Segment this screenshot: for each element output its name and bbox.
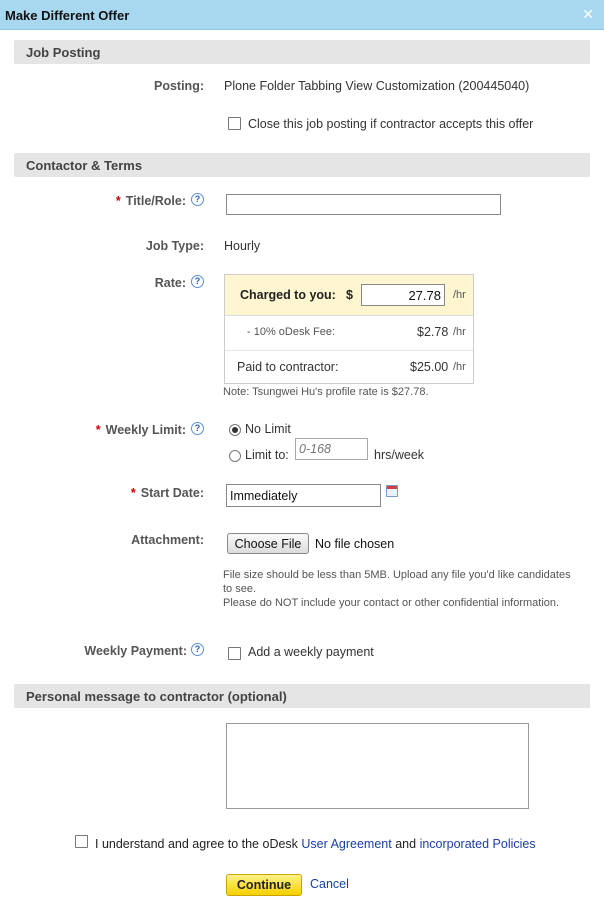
start-date-label-text: Start Date: (140, 486, 204, 500)
start-date-input[interactable] (226, 484, 381, 507)
required-marker: * (130, 486, 136, 500)
hours-unit: hrs/week (374, 448, 425, 462)
dialog-title: Make Different Offer (5, 8, 130, 23)
section-title: Job Posting (26, 45, 101, 60)
rate-box (224, 274, 474, 384)
close-icon[interactable]: ✕ (582, 6, 594, 22)
rate-paid-row (225, 351, 473, 383)
user-agreement-link[interactable]: User Agreement (301, 837, 392, 851)
file-status: No file chosen (315, 537, 395, 551)
weekly-limit-label-text: Weekly Limit: (105, 423, 186, 437)
agreement-prefix: I understand and agree to the oDesk (95, 837, 298, 851)
weekly-limit-label (70, 423, 186, 437)
title-role-label-text: Title/Role: (125, 194, 186, 208)
start-date-label (100, 486, 204, 500)
attachment-hint-size: File size should be less than 5MB. Upload any file you'd like candidates to see. (223, 569, 571, 595)
weekly-payment-checkbox-label: Add a weekly payment (248, 645, 374, 659)
posting-label: Posting: (154, 79, 204, 93)
fee-unit: /hr (453, 326, 466, 338)
paid-label: Paid to contractor: (237, 360, 339, 374)
section-contractor-terms (14, 153, 590, 177)
rate-charged-row (225, 275, 473, 316)
job-type-value: Hourly (224, 239, 261, 253)
attachment-hint-confidential: Please do NOT include your contact or other confidential information. (223, 597, 560, 609)
help-icon[interactable]: ? (191, 193, 204, 206)
weekly-payment-label: Weekly Payment: (84, 644, 187, 658)
section-job-posting (14, 40, 590, 64)
paid-value: $25.00 (410, 360, 449, 374)
rate-fee-row (225, 316, 473, 351)
posting-value: Plone Folder Tabbing View Customization (200445040) (224, 79, 530, 93)
radio-limit-to[interactable] (229, 450, 241, 462)
charged-rate-input[interactable] (361, 284, 445, 306)
dialog-titlebar (0, 0, 604, 30)
currency-symbol: $ (346, 288, 353, 302)
section-personal-message (14, 684, 590, 708)
required-marker: * (115, 194, 121, 208)
charged-unit: /hr (453, 289, 466, 301)
rate-label: Rate: (154, 276, 186, 290)
cancel-link[interactable]: Cancel (310, 877, 349, 891)
help-icon[interactable]: ? (191, 422, 204, 435)
agreement-middle: and (395, 837, 417, 851)
no-limit-label: No Limit (245, 422, 291, 436)
required-marker: * (95, 423, 101, 437)
choose-file-button[interactable]: Choose File (227, 533, 309, 554)
charged-label: Charged to you: (240, 288, 336, 302)
limit-to-label: Limit to: (245, 448, 289, 462)
paid-unit: /hr (453, 361, 466, 373)
fee-label: - 10% oDesk Fee: (247, 326, 336, 338)
personal-message-textarea[interactable] (226, 723, 529, 809)
close-posting-checkbox[interactable] (228, 117, 241, 130)
section-title: Contactor & Terms (26, 158, 143, 173)
weekly-limit-hours-input[interactable] (295, 438, 368, 460)
agreement-checkbox[interactable] (75, 835, 88, 848)
incorporated-policies-link[interactable]: incorporated Policies (419, 837, 536, 851)
fee-value: $2.78 (417, 325, 449, 339)
agreement-text (95, 837, 536, 851)
help-icon[interactable]: ? (191, 643, 204, 656)
rate-note: Note: Tsungwei Hu's profile rate is $27.78. (223, 386, 429, 398)
continue-button[interactable]: Continue (226, 874, 302, 896)
title-role-input[interactable] (226, 194, 501, 215)
close-posting-label: Close this job posting if contractor accepts this offer (248, 117, 534, 131)
title-role-label (80, 194, 186, 208)
help-icon[interactable]: ? (191, 275, 204, 288)
job-type-label: Job Type: (145, 239, 204, 253)
weekly-payment-checkbox[interactable] (228, 647, 241, 660)
attachment-label: Attachment: (131, 533, 204, 547)
section-title: Personal message to contractor (optional) (26, 689, 287, 704)
radio-no-limit[interactable] (229, 424, 241, 436)
calendar-icon[interactable] (386, 485, 398, 497)
